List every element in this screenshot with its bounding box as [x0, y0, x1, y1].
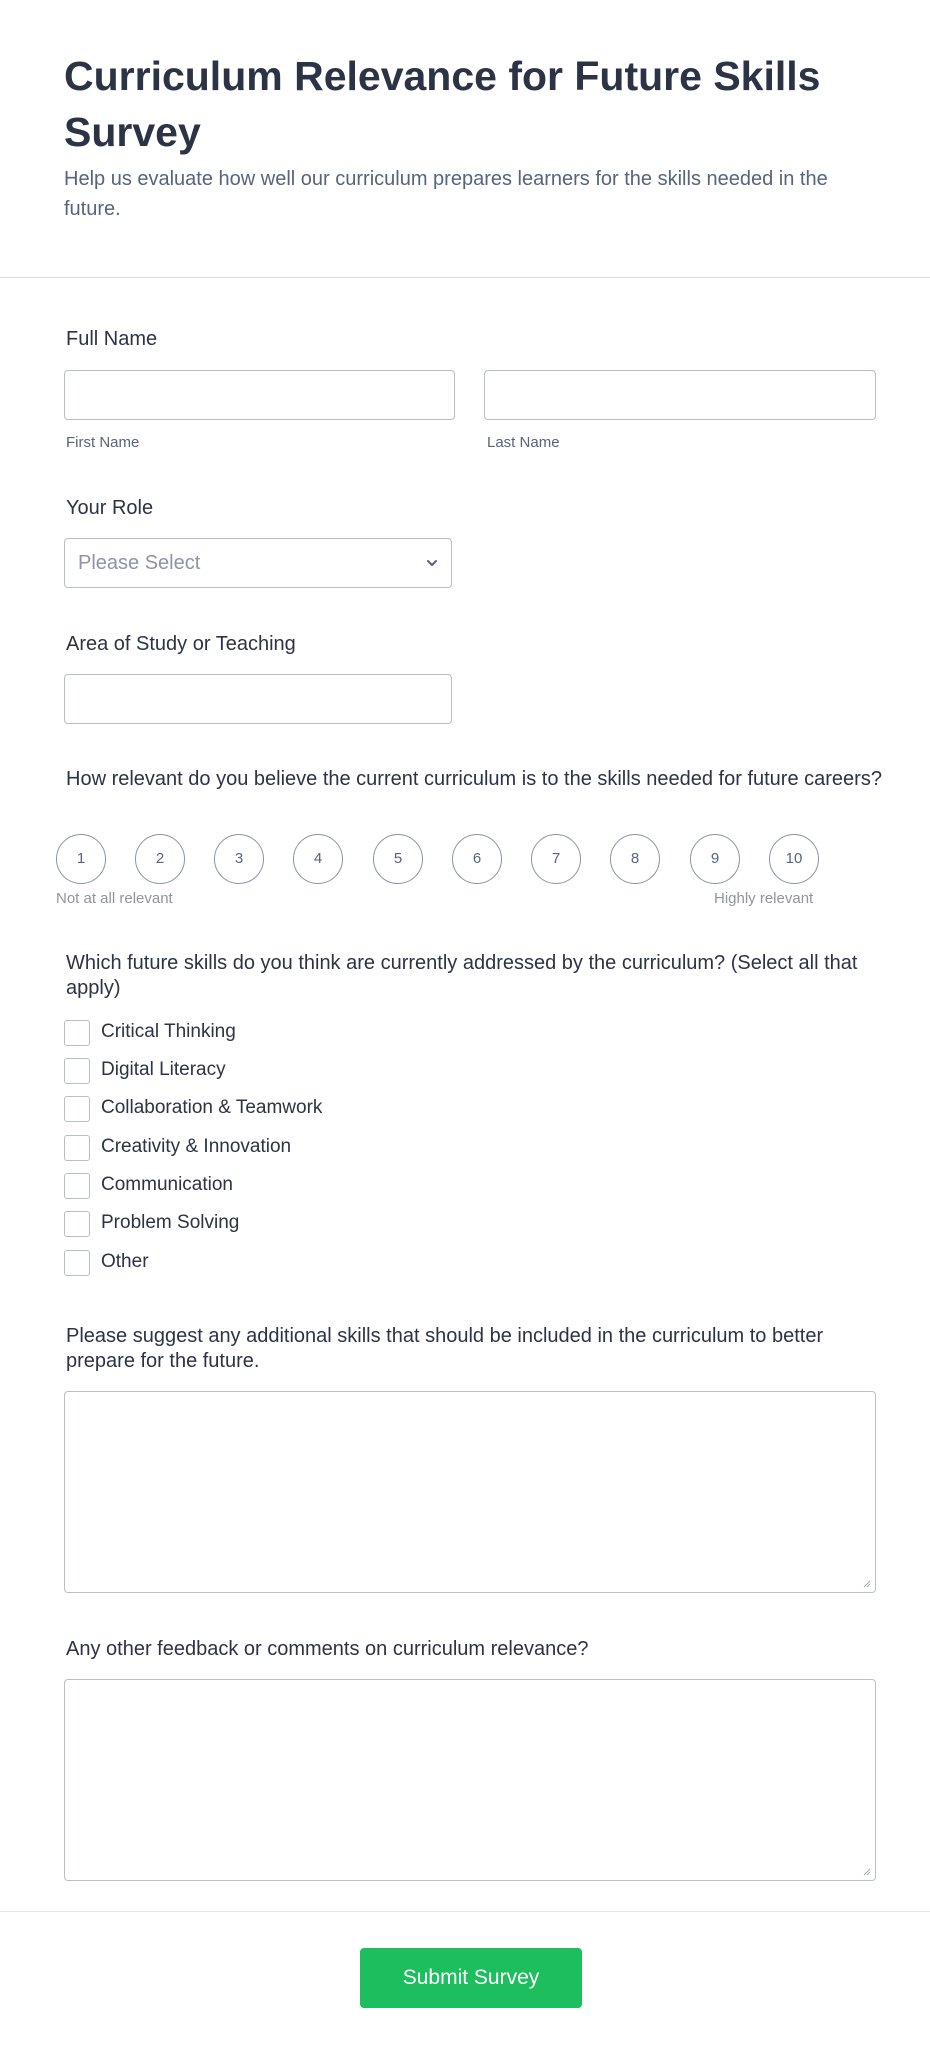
first-name-input[interactable]	[64, 370, 455, 420]
scale-option-7[interactable]: 7	[531, 834, 581, 884]
scale-option-2[interactable]: 2	[135, 834, 185, 884]
area-label: Area of Study or Teaching	[66, 633, 296, 655]
footer-divider	[0, 1911, 930, 1912]
role-select-placeholder: Please Select	[78, 552, 201, 574]
scale-option-4[interactable]: 4	[293, 834, 343, 884]
last-name-input[interactable]	[484, 370, 876, 420]
checkbox-box[interactable]	[64, 1135, 90, 1161]
checkbox-box[interactable]	[64, 1211, 90, 1237]
feedback-textarea[interactable]	[64, 1679, 876, 1881]
full-name-label: Full Name	[66, 328, 158, 350]
resize-handle-icon[interactable]	[861, 1578, 871, 1588]
page-subtitle: Help us evaluate how well our curriculum prepares learners for the skills needed in the future.	[64, 168, 828, 220]
feedback-question: Any other feedback or comments on curriculum relevance?	[66, 1638, 589, 1660]
checkbox-box[interactable]	[64, 1250, 90, 1276]
scale-high-label: Highly relevant	[714, 890, 814, 907]
first-name-sublabel: First Name	[66, 434, 140, 451]
suggest-textarea[interactable]	[64, 1391, 876, 1593]
page-title: Curriculum Relevance for Future Skills Survey	[64, 53, 821, 155]
resize-handle-icon[interactable]	[861, 1866, 871, 1876]
scale-option-3[interactable]: 3	[214, 834, 264, 884]
relevance-question: How relevant do you believe the current curriculum is to the skills needed for future careers?	[66, 768, 882, 790]
checkbox-label: Critical Thinking	[101, 1021, 236, 1042]
checkbox-label: Other	[101, 1251, 149, 1272]
skills-question: Which future skills do you think are currently addressed by the curriculum? (Select all that apply)	[66, 952, 858, 999]
last-name-sublabel: Last Name	[487, 434, 560, 451]
submit-button[interactable]: Submit Survey	[360, 1948, 582, 2008]
scale-option-10[interactable]: 10	[769, 834, 819, 884]
area-input[interactable]	[64, 674, 452, 724]
scale-low-label: Not at all relevant	[56, 890, 173, 907]
scale-option-5[interactable]: 5	[373, 834, 423, 884]
checkbox-label: Creativity & Innovation	[101, 1136, 292, 1157]
scale-option-8[interactable]: 8	[610, 834, 660, 884]
form-header	[0, 0, 930, 278]
scale-option-6[interactable]: 6	[452, 834, 502, 884]
checkbox-label: Problem Solving	[101, 1212, 240, 1233]
suggest-question: Please suggest any additional skills that should be included in the curriculum to better prepare for the future.	[66, 1325, 824, 1372]
checkbox-box[interactable]	[64, 1096, 90, 1122]
scale-option-9[interactable]: 9	[690, 834, 740, 884]
checkbox-label: Collaboration & Teamwork	[101, 1097, 323, 1118]
chevron-down-icon	[425, 556, 439, 570]
checkbox-label: Communication	[101, 1174, 233, 1195]
role-select[interactable]	[64, 538, 452, 588]
checkbox-box[interactable]	[64, 1058, 90, 1084]
checkbox-box[interactable]	[64, 1173, 90, 1199]
scale-option-1[interactable]: 1	[56, 834, 106, 884]
checkbox-label: Digital Literacy	[101, 1059, 226, 1080]
role-label: Your Role	[66, 497, 154, 519]
checkbox-box[interactable]	[64, 1020, 90, 1046]
